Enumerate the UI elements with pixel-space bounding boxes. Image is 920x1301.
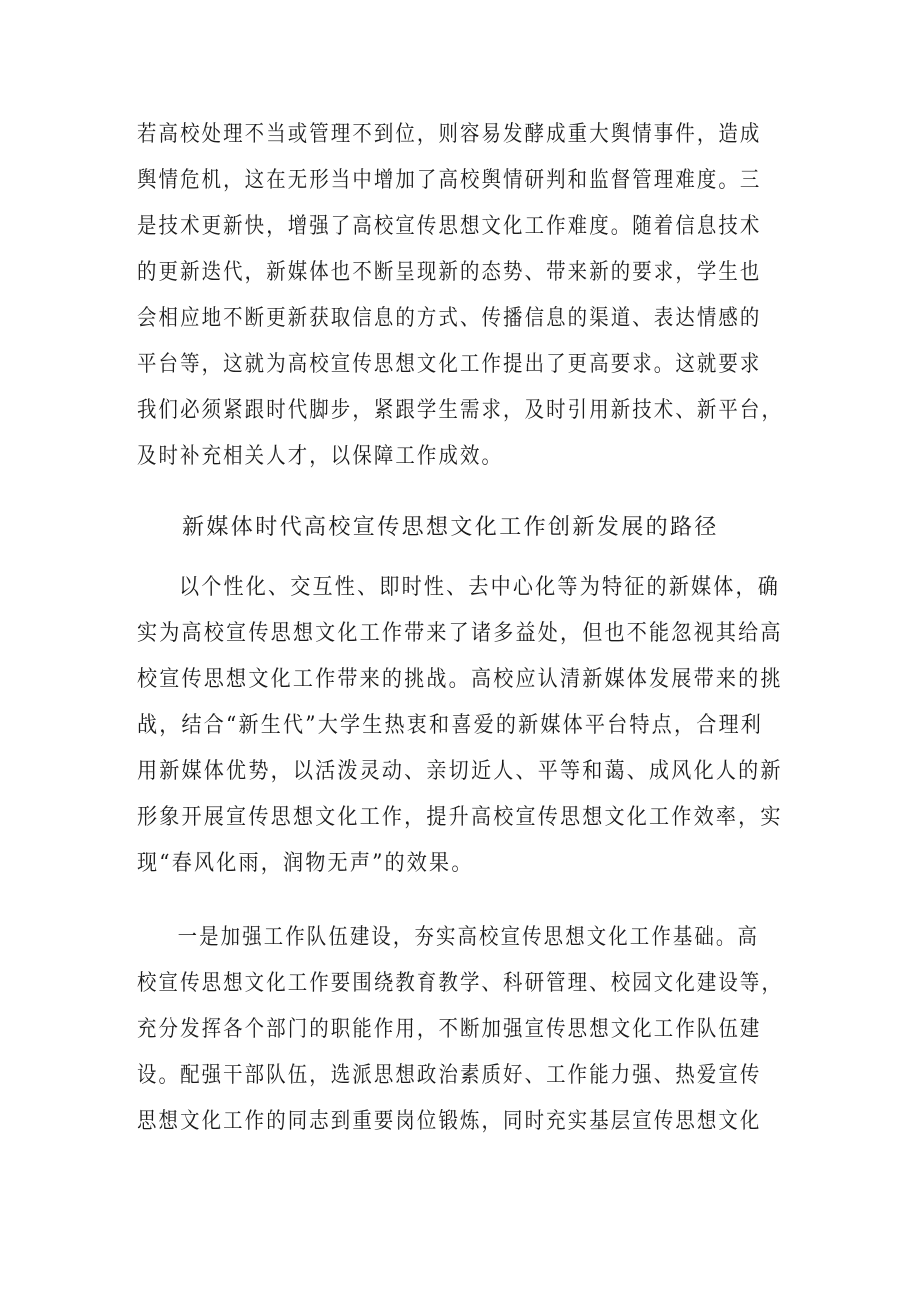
text-line: 设。配强干部队伍，选派思想政治素质好、工作能力强、热爱宣传 [137,1063,762,1088]
text-line: 战，结合“新生代”大学生热衷和喜爱的新媒体平台特点，合理利 [137,713,764,738]
text-line: 平台等，这就为高校宣传思想文化工作提出了更高要求。这就要求 [137,352,762,377]
text-line: 实为高校宣传思想文化工作带来了诸多益处，但也不能忽视其给高 [137,621,783,646]
text-line: 现“春风化雨，润物无声”的效果。 [137,851,474,876]
text-line: 充分发挥各个部门的职能作用，不断加强宣传思想文化工作队伍建 [137,1017,762,1042]
paragraph-team-building [137,915,869,1145]
text-line: 以个性化、交互性、即时性、去中心化等为特征的新媒体，确 [178,575,781,600]
paragraph-intro [137,565,845,887]
text-line: 若高校处理不当或管理不到位，则容易发酵成重大舆情事件，造成 [137,122,762,147]
text-line: 校宣传思想文化工作要围绕教育教学、科研管理、校园文化建设等， [137,971,784,996]
text-line: 用新媒体优势，以活泼灵动、亲切近人、平等和蔼、成风化人的新 [137,759,783,784]
text-line: 的更新迭代，新媒体也不断呈现新的态势、带来新的要求，学生也 [137,260,762,285]
text-line: 是技术更新快，增强了高校宣传思想文化工作难度。随着信息技术 [137,214,762,239]
text-line: 形象开展宣传思想文化工作，提升高校宣传思想文化工作效率，实 [137,805,783,830]
text-line: 思想文化工作的同志到重要岗位锻炼，同时充实基层宣传思想文化 [137,1109,762,1134]
text-line: 会相应地不断更新获取信息的方式、传播信息的渠道、表达情感的 [137,306,762,331]
text-line: 舆情危机，这在无形当中增加了高校舆情研判和监督管理难度。三 [137,168,762,193]
text-line: 我们必须紧跟时代脚步，紧跟学生需求，及时引用新技术、新平台， [137,398,784,423]
text-line: 校宣传思想文化工作带来的挑战。高校应认清新媒体发展带来的挑 [137,667,783,692]
section-heading: 新媒体时代高校宣传思想文化工作创新发展的路径 [182,515,719,540]
text-line: 一是加强工作队伍建设，夯实高校宣传思想文化工作基础。高 [177,925,759,950]
text-line: 及时补充相关人才，以保障工作成效。 [137,444,504,469]
paragraph-continued [137,112,869,480]
